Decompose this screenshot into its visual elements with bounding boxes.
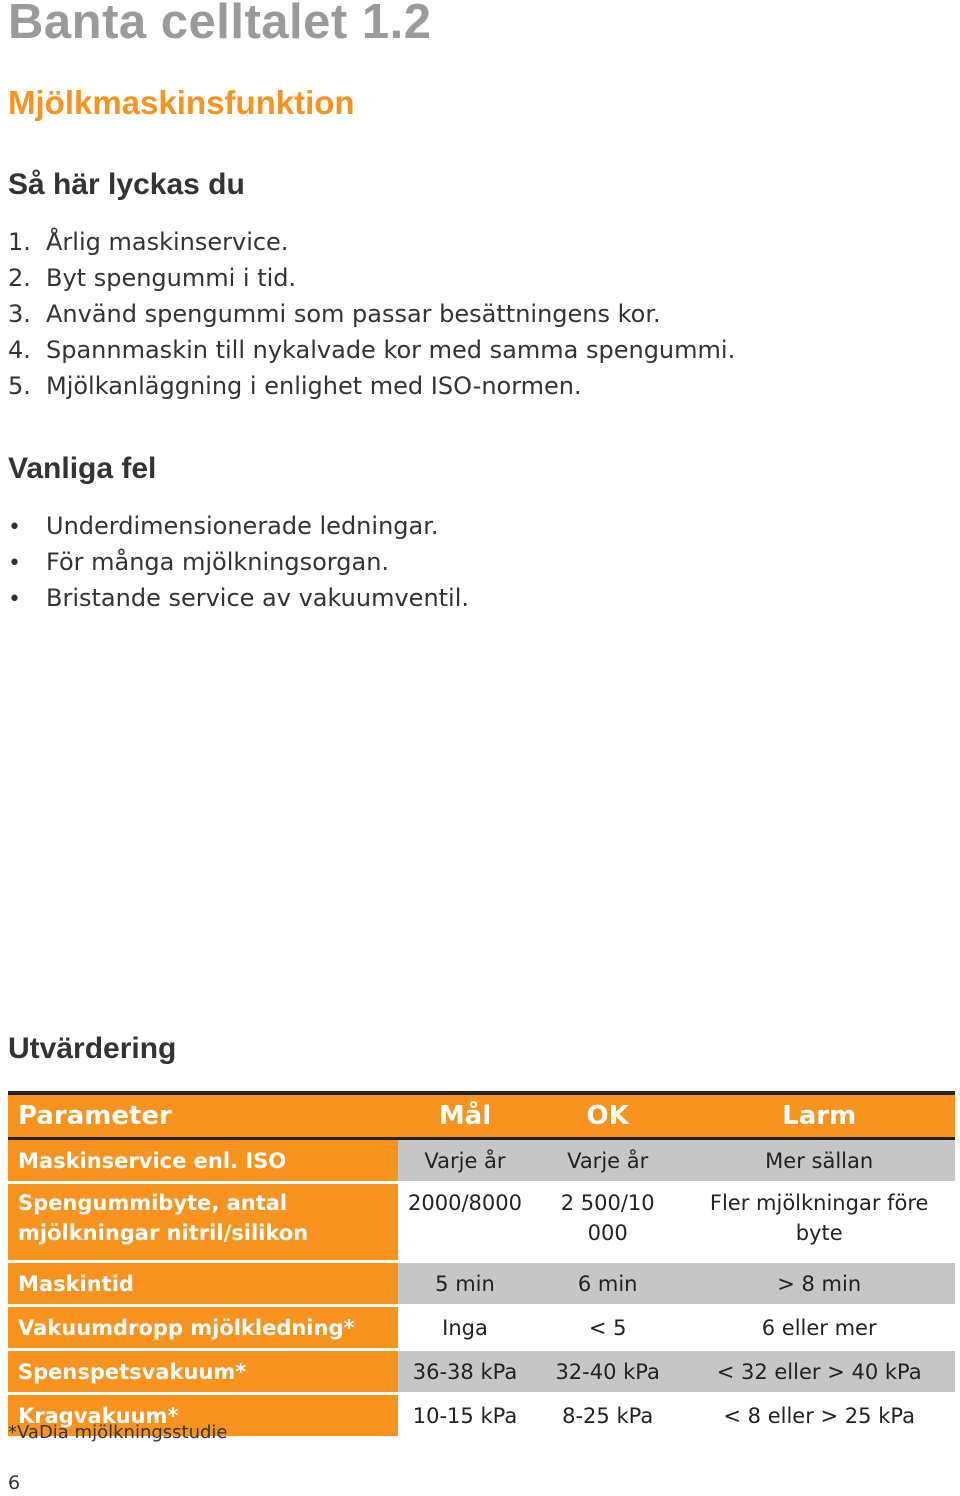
cell-ok: 6 min: [532, 1262, 683, 1306]
table-row: [8, 1350, 955, 1394]
page-subtitle: Mjölkmaskinsfunktion: [8, 84, 355, 121]
table-row: [8, 1183, 955, 1262]
success-list: [8, 224, 735, 404]
evaluation-table: [8, 1091, 955, 1439]
cell-parameter: Vakuumdropp mjölkledning*: [8, 1306, 398, 1350]
cell-goal: 36-38 kPa: [398, 1350, 532, 1394]
errors-list: [8, 508, 469, 616]
cell-alarm: Mer sällan: [683, 1139, 955, 1183]
list-item: 1. Årlig maskinservice.: [8, 228, 289, 256]
cell-parameter: Maskinservice enl. ISO: [8, 1139, 398, 1183]
cell-goal: 2000/8000: [398, 1183, 532, 1262]
cell-parameter: Kragvakuum*: [8, 1394, 398, 1438]
cell-ok: 2 500/10 000: [532, 1183, 683, 1262]
list-item: 3. Använd spengummi som passar besättningens kor.: [8, 300, 661, 328]
table-row: [8, 1262, 955, 1306]
cell-alarm: Fler mjölkningar före byte: [683, 1183, 955, 1262]
cell-goal: Inga: [398, 1306, 532, 1350]
cell-goal: 5 min: [398, 1262, 532, 1306]
header-alarm: Larm: [683, 1093, 955, 1139]
cell-parameter: Spenspetsvakuum*: [8, 1350, 398, 1394]
bullet-icon: •: [8, 551, 21, 576]
cell-goal: Varje år: [398, 1139, 532, 1183]
page-number: 6: [8, 1472, 21, 1494]
cell-alarm: 6 eller mer: [683, 1306, 955, 1350]
list-item: • Bristande service av vakuumventil.: [8, 580, 469, 616]
cell-parameter: Spengummibyte, antal mjölkningar nitril/silikon: [8, 1183, 398, 1262]
list-item: • För många mjölkningsorgan.: [8, 544, 469, 580]
table-row: [8, 1306, 955, 1350]
cell-alarm: < 32 eller > 40 kPa: [683, 1350, 955, 1394]
header-parameter: Parameter: [8, 1093, 398, 1139]
list-item: • Underdimensionerade ledningar.: [8, 508, 469, 544]
table-header-row: [8, 1093, 955, 1139]
page-title: Banta celltalet 1.2: [8, 0, 432, 49]
list-item: 2. Byt spengummi i tid.: [8, 264, 297, 292]
cell-ok: 32-40 kPa: [532, 1350, 683, 1394]
cell-ok: 8-25 kPa: [532, 1394, 683, 1438]
table-row: [8, 1139, 955, 1183]
cell-alarm: < 8 eller > 25 kPa: [683, 1394, 955, 1438]
list-item: 4. Spannmaskin till nykalvade kor med samma spengummi.: [8, 336, 736, 364]
cell-ok: < 5: [532, 1306, 683, 1350]
cell-alarm: > 8 min: [683, 1262, 955, 1306]
errors-heading: Vanliga fel: [8, 452, 157, 485]
footnote: *VaDia mjölkningsstudie: [8, 1422, 228, 1443]
cell-parameter: Maskintid: [8, 1262, 398, 1306]
cell-ok: Varje år: [532, 1139, 683, 1183]
list-item: 5. Mjölkanläggning i enlighet med ISO-normen.: [8, 372, 582, 400]
bullet-icon: •: [8, 587, 21, 612]
header-ok: OK: [532, 1093, 683, 1139]
cell-goal: 10-15 kPa: [398, 1394, 532, 1438]
evaluation-heading: Utvärdering: [8, 1032, 177, 1065]
success-heading: Så här lyckas du: [8, 168, 245, 201]
bullet-icon: •: [8, 515, 21, 540]
header-goal: Mål: [398, 1093, 532, 1139]
